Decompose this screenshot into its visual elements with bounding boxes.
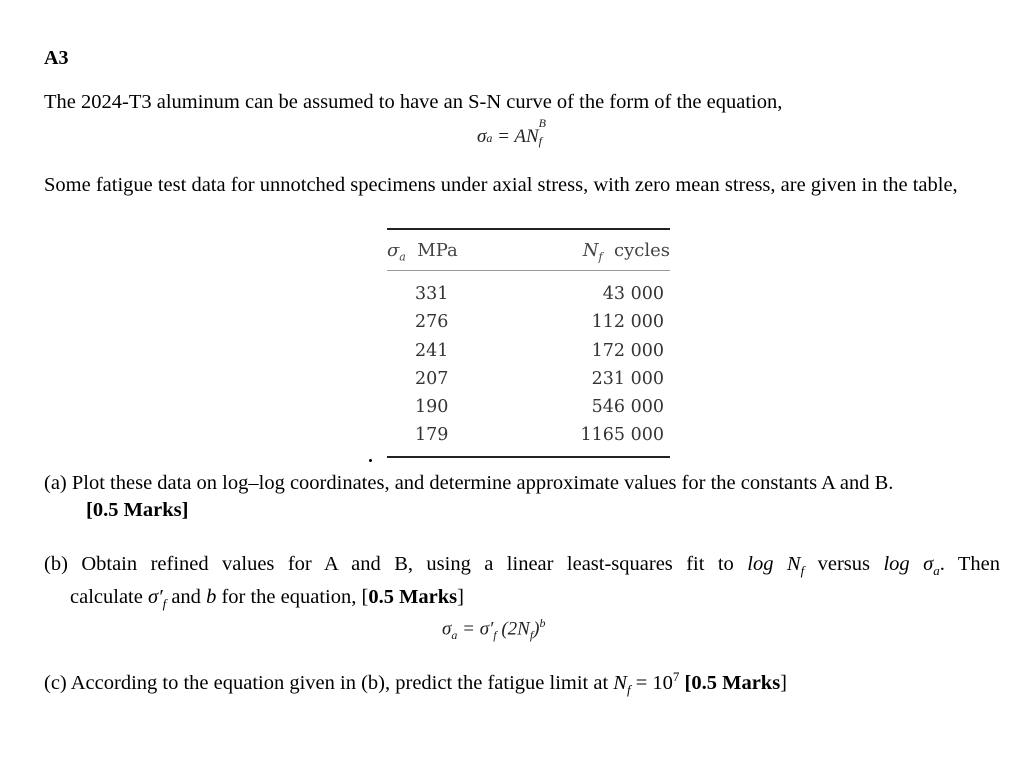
table-cell-stress: 190: [415, 397, 449, 418]
table-cell-cycles: 172 000: [591, 340, 664, 361]
table-cell-cycles: 43 000: [602, 284, 664, 304]
basquin-equation: $\sigma_a = \sigma'_f$ $(2N_f)^b$: [442, 616, 546, 643]
table-cell-stress: 331: [415, 284, 449, 304]
table-cell-stress: 179: [415, 425, 449, 446]
table-header-rule: [387, 270, 670, 271]
table-cell-stress: 276: [415, 312, 449, 333]
question-heading: A3: [44, 47, 69, 69]
question-b-marks: 0.5 Marks: [368, 586, 458, 609]
question-b-line2: calculate $\sigma'_f$ and b for the equation, [0.5 Marks]: [70, 586, 464, 612]
cycles-column-header: $N_f$ cycles: [582, 240, 670, 264]
sn-curve-equation: σa = AN B f: [477, 115, 546, 148]
question-b: [44, 551, 1000, 617]
question-c-text: (c) According to the equation given in (b), predict the fatigue limit at $N_f = 10^7$ [0.5 Marks]: [44, 669, 787, 697]
question-a-text: (a) Plot these data on log–log coordinates, and determine approximate values for the constants A and B.: [44, 472, 894, 494]
table-cell-stress: 207: [415, 368, 449, 389]
table-cell-cycles: 112 000: [591, 312, 664, 333]
table-cell-cycles: 546 000: [591, 397, 664, 418]
stress-column: [415, 280, 448, 450]
intro-text: The 2024-T3 aluminum can be assumed to have an S-N curve of the form of the equation,: [44, 91, 783, 113]
stress-column-header: $\sigma_a$ MPa: [387, 240, 458, 264]
table-cell-cycles: 231 000: [591, 368, 664, 389]
question-b-line1: (b) Obtain refined values for A and B, using a linear least-squares fit to $\log N_f$ versus $\log \sigma_a$. Then: [44, 553, 1000, 579]
cycles-column: [580, 280, 664, 450]
table-intro-text: Some fatigue test data for unnotched specimens under axial stress, with zero mean stress, are given in the table,: [44, 174, 958, 196]
table-cell-cycles: 1165 000: [580, 425, 664, 446]
table-top-rule: [387, 228, 670, 230]
stray-dot: [369, 459, 372, 462]
question-a-marks: [0.5 Marks]: [86, 499, 189, 521]
table-cell-stress: 241: [415, 340, 449, 361]
table-bottom-rule: [387, 456, 670, 458]
